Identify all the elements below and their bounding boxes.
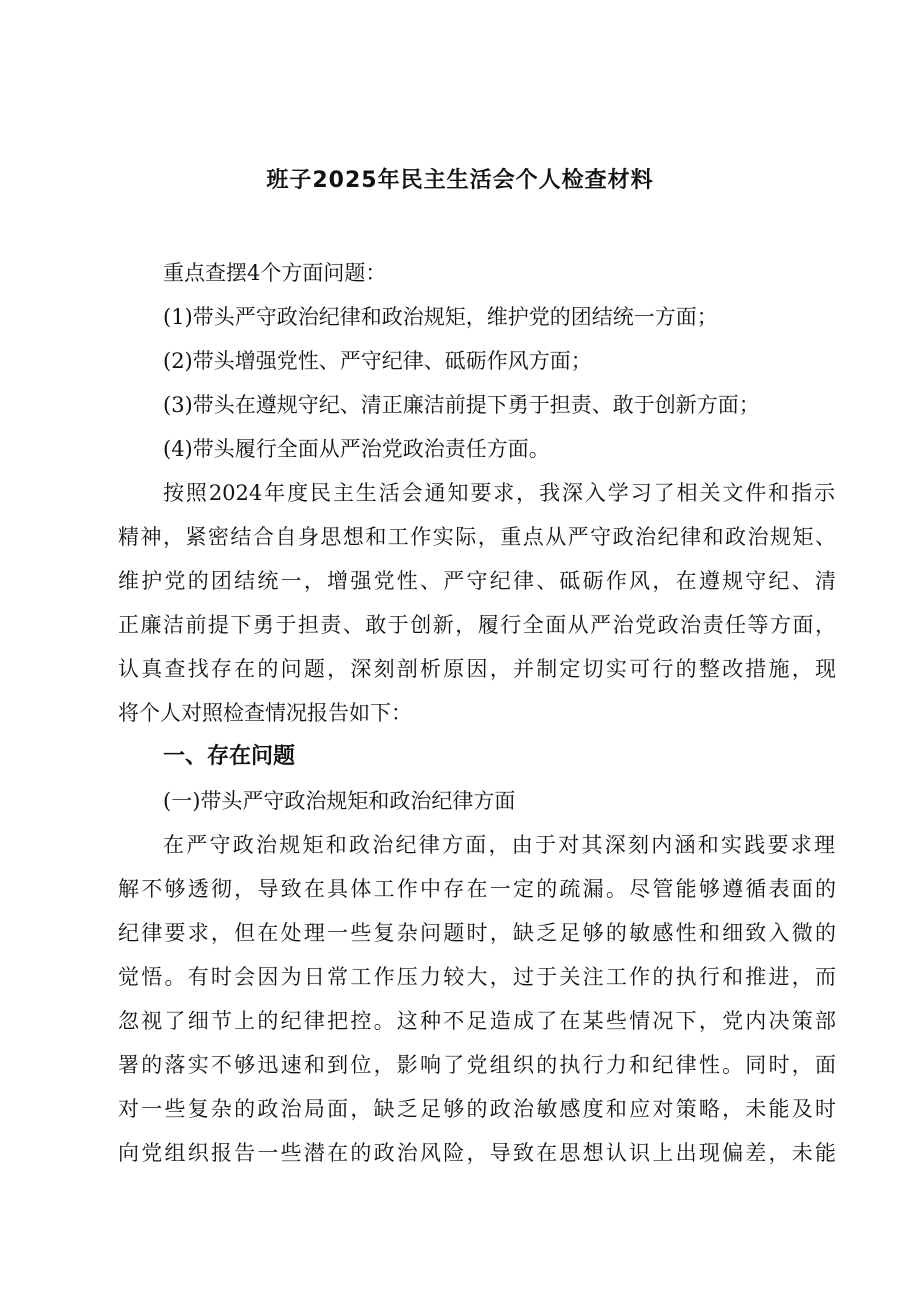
paragraph-line: 正廉洁前提下勇于担责、敢于创新，履行全面从严治党政治责任等方面， (118, 613, 836, 637)
paragraph-line: 将个人对照检查情况报告如下： (118, 701, 412, 725)
paragraph-line: 解不够透彻，导致在具体工作中存在一定的疏漏。尽管能够遵循表面的 (118, 877, 836, 901)
list-item: (3)带头在遵规守纪、清正廉洁前提下勇于担责、敢于创新方面； (163, 393, 760, 417)
list-item: (2)带头增强党性、严守纪律、砥砺作风方面； (163, 349, 592, 373)
list-item: (1)带头严守政治纪律和政治规矩，维护党的团结统一方面； (163, 305, 718, 329)
paragraph-line: 维护党的团结统一，增强党性、严守纪律、砥砺作风，在遵规守纪、清 (118, 569, 836, 593)
paragraph-line: 纪律要求，但在处理一些复杂问题时，缺乏足够的敏感性和细致入微的 (118, 921, 836, 945)
intro-text: 重点查摆4个方面问题： (163, 261, 387, 285)
paragraph-line: 觉悟。有时会因为日常工作压力较大，过于关注工作的执行和推进，而 (118, 965, 836, 989)
document-title: 班子2025年民主生活会个人检查材料 (266, 168, 654, 193)
paragraph-line: 向党组织报告一些潜在的政治风险，导致在思想认识上出现偏差，未能 (118, 1141, 836, 1165)
paragraph-line: 在严守政治规矩和政治纪律方面，由于对其深刻内涵和实践要求理 (163, 833, 835, 857)
paragraph-line: 对一些复杂的政治局面，缺乏足够的政治敏感度和应对策略，未能及时 (118, 1097, 836, 1121)
paragraph-line: 按照2024年度民主生活会通知要求，我深入学习了相关文件和指示 (163, 481, 835, 505)
paragraph-line: 精神，紧密结合自身思想和工作实际，重点从严守政治纪律和政治规矩、 (118, 525, 836, 549)
paragraph-line: 署的落实不够迅速和到位，影响了党组织的执行力和纪律性。同时，面 (118, 1053, 836, 1077)
subsection-heading: (一)带头严守政治规矩和政治纪律方面 (163, 789, 516, 813)
paragraph-line: 忽视了细节上的纪律把控。这种不足造成了在某些情况下，党内决策部 (118, 1009, 836, 1033)
paragraph-line: 认真查找存在的问题，深刻剖析原因，并制定切实可行的整改措施，现 (118, 657, 836, 681)
list-item: (4)带头履行全面从严治党政治责任方面。 (163, 437, 550, 461)
section-heading: 一、存在问题 (163, 744, 296, 769)
